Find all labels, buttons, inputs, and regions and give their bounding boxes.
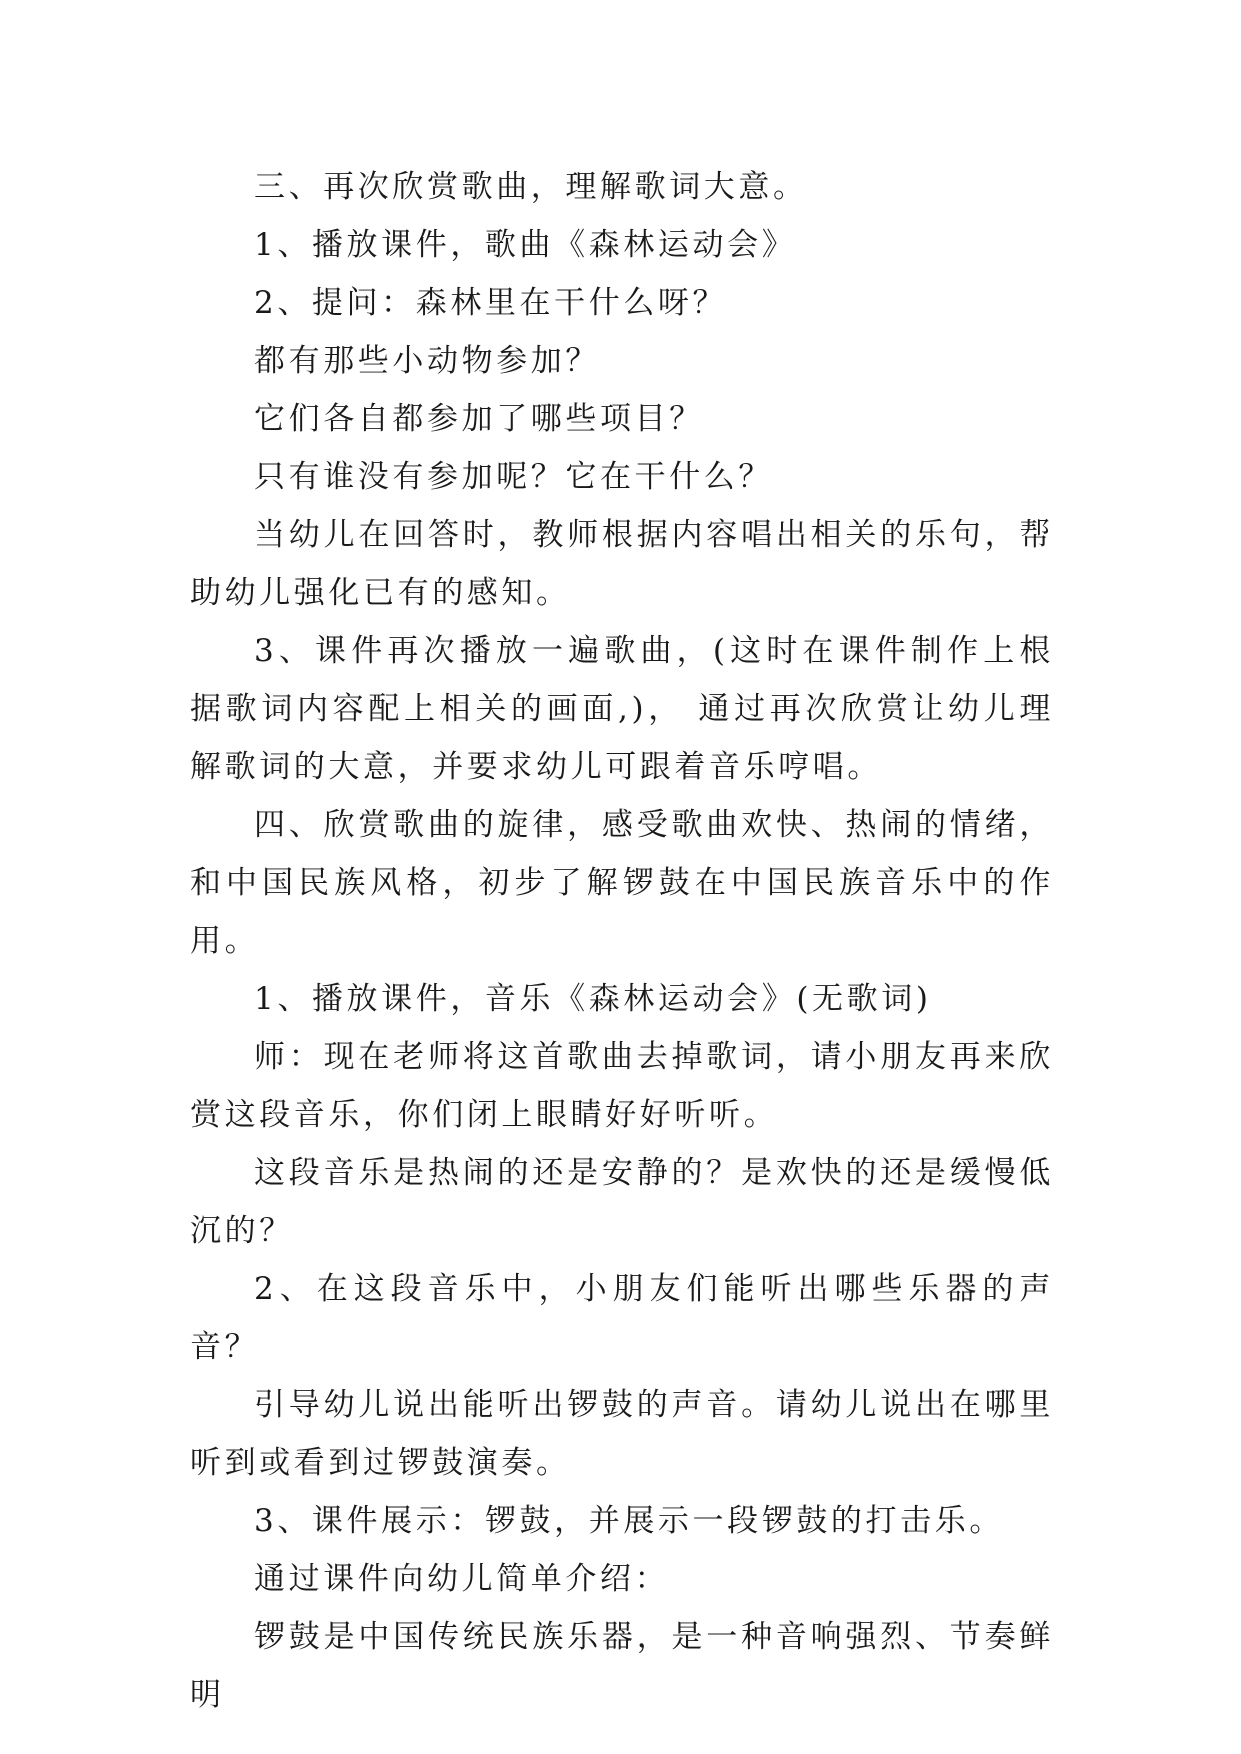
paragraph: 它们各自都参加了哪些项目？ (254, 401, 704, 437)
paragraph: 3、课件展示：锣鼓，并展示一段锣鼓的打击乐。 (254, 1503, 1004, 1539)
paragraph: 通过课件向幼儿简单介绍： (254, 1561, 670, 1597)
paragraph: 2、在这段音乐中，小朋友们能听出哪些乐器的声音？ (190, 1271, 1054, 1365)
paragraph: 都有那些小动物参加？ (254, 343, 600, 379)
paragraph: 1、播放课件，歌曲《森林运动会》 (254, 227, 797, 263)
paragraph: 师：现在老师将这首歌曲去掉歌词，请小朋友再来欣赏这段音乐，你们闭上眼睛好好听听。 (190, 1039, 1054, 1133)
paragraph: 当幼儿在回答时，教师根据内容唱出相关的乐句，帮助幼儿强化已有的感知。 (190, 517, 1054, 611)
paragraph: 2、提问：森林里在干什么呀？ (254, 285, 728, 321)
paragraph: 只有谁没有参加呢？它在干什么？ (254, 459, 773, 495)
section-heading-4: 四、欣赏歌曲的旋律，感受歌曲欢快、热闹的情绪，和中国民族风格，初步了解锣鼓在中国民族音乐中的作用。 (190, 807, 1054, 959)
section-heading-3: 三、再次欣赏歌曲，理解歌词大意。 (254, 169, 808, 205)
document-body (190, 158, 1054, 1724)
paragraph: 1、播放课件，音乐《森林运动会》(无歌词) (254, 981, 932, 1017)
paragraph: 这段音乐是热闹的还是安静的？是欢快的还是缓慢低沉的？ (190, 1155, 1054, 1249)
paragraph: 引导幼儿说出能听出锣鼓的声音。请幼儿说出在哪里听到或看到过锣鼓演奏。 (190, 1387, 1054, 1481)
paragraph: 3、课件再次播放一遍歌曲，(这时在课件制作上根据歌词内容配上相关的画面,)， 通过再次欣赏让幼儿理解歌词的大意，并要求幼儿可跟着音乐哼唱。 (190, 633, 1054, 785)
paragraph: 锣鼓是中国传统民族乐器，是一种音响强烈、节奏鲜明 (190, 1619, 1054, 1713)
